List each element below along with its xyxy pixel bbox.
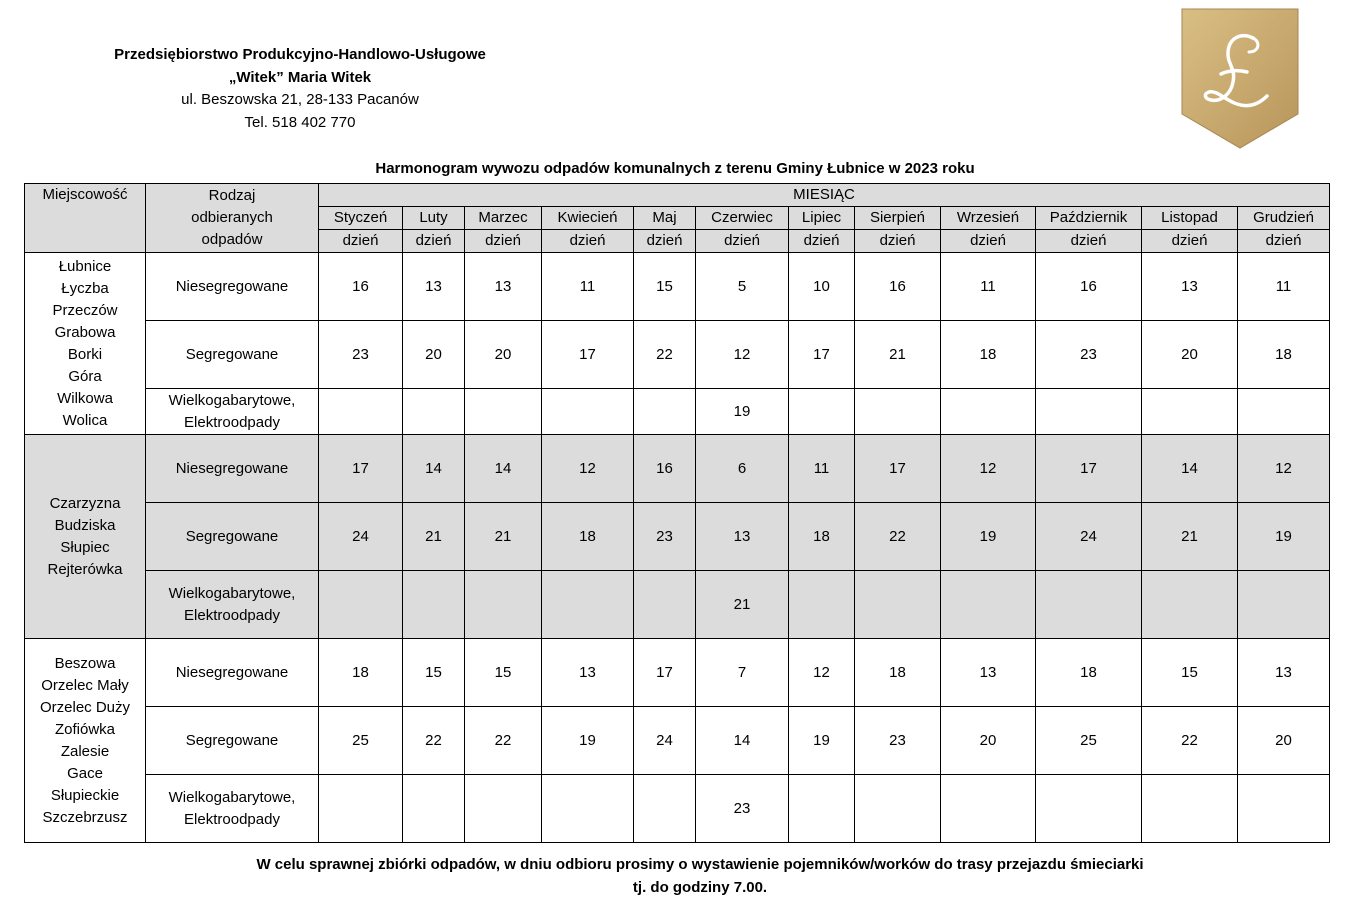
day-cell: 18: [1036, 639, 1142, 707]
schedule-row: [25, 435, 1330, 503]
day-cell: 11: [941, 253, 1036, 321]
location-name: Budziska: [54, 516, 116, 534]
day-cell: [465, 571, 542, 639]
day-cell: [634, 571, 696, 639]
schedule-row: [25, 707, 1330, 775]
footer-note: [24, 853, 1346, 899]
day-cell: 19: [696, 389, 789, 435]
day-cell: 14: [403, 435, 465, 503]
day-header: dzień: [542, 230, 634, 253]
day-cell: 19: [542, 707, 634, 775]
day-cell: [465, 389, 542, 435]
day-cell: 22: [855, 503, 941, 571]
day-cell: 14: [696, 707, 789, 775]
day-cell: [403, 571, 465, 639]
schedule-table: [24, 183, 1330, 843]
location-name: Grabowa: [54, 323, 116, 341]
day-cell: 23: [634, 503, 696, 571]
company-name: Przedsiębiorstwo Produkcyjno-Handlowo-Usługowe: [114, 46, 486, 63]
waste-type-cell: Niesegregowane: [146, 639, 319, 707]
day-cell: 14: [465, 435, 542, 503]
day-cell: 21: [855, 321, 941, 389]
day-header: dzień: [465, 230, 542, 253]
day-cell: [465, 775, 542, 843]
day-cell: [1142, 571, 1238, 639]
location-name: Zalesie: [60, 742, 110, 760]
day-cell: 20: [403, 321, 465, 389]
location-name: Szczebrzusz: [42, 808, 128, 826]
day-cell: [634, 775, 696, 843]
month-header: Listopad: [1142, 207, 1238, 230]
schedule-row: [25, 503, 1330, 571]
day-cell: [1036, 775, 1142, 843]
day-cell: 17: [789, 321, 855, 389]
company-address: ul. Beszowska 21, 28-133 Pacanów: [181, 91, 419, 108]
day-cell: [542, 775, 634, 843]
day-cell: 24: [1036, 503, 1142, 571]
day-cell: 18: [941, 321, 1036, 389]
location-name: Słupieckie: [50, 786, 120, 804]
header-month: MIESIĄC: [319, 184, 1330, 207]
day-cell: 18: [789, 503, 855, 571]
day-cell: 15: [634, 253, 696, 321]
day-cell: 20: [1142, 321, 1238, 389]
month-header: Marzec: [465, 207, 542, 230]
day-cell: 23: [1036, 321, 1142, 389]
company-header: [70, 44, 530, 134]
day-cell: 13: [1142, 253, 1238, 321]
month-header: Październik: [1036, 207, 1142, 230]
day-header: dzień: [319, 230, 403, 253]
day-cell: 22: [465, 707, 542, 775]
schedule-row: [25, 639, 1330, 707]
day-cell: 12: [696, 321, 789, 389]
day-header: dzień: [696, 230, 789, 253]
day-cell: 13: [403, 253, 465, 321]
waste-type-cell: Wielkogabarytowe, Elektroodpady: [146, 389, 319, 435]
waste-type-cell: Segregowane: [146, 503, 319, 571]
day-header: dzień: [1036, 230, 1142, 253]
day-cell: 21: [696, 571, 789, 639]
month-header: Wrzesień: [941, 207, 1036, 230]
day-cell: [855, 571, 941, 639]
schedule-row: [25, 389, 1330, 435]
location-name: Wilkowa: [57, 389, 113, 407]
day-cell: 18: [542, 503, 634, 571]
schedule-title: Harmonogram wywozu odpadów komunalnych z terenu Gminy Łubnice w 2023 roku: [375, 160, 975, 177]
day-cell: [319, 389, 403, 435]
location-cell: [25, 435, 146, 639]
day-cell: 16: [319, 253, 403, 321]
day-cell: 18: [855, 639, 941, 707]
month-header: Grudzień: [1238, 207, 1330, 230]
day-cell: 20: [1238, 707, 1330, 775]
waste-type-cell: Wielkogabarytowe, Elektroodpady: [146, 571, 319, 639]
month-header: Maj: [634, 207, 696, 230]
day-cell: [1142, 389, 1238, 435]
month-header: Sierpień: [855, 207, 941, 230]
day-cell: 16: [634, 435, 696, 503]
day-cell: [855, 775, 941, 843]
waste-type-cell: Segregowane: [146, 321, 319, 389]
waste-type-cell: Niesegregowane: [146, 435, 319, 503]
day-cell: 13: [696, 503, 789, 571]
day-cell: 17: [542, 321, 634, 389]
day-cell: 22: [634, 321, 696, 389]
day-cell: [1238, 389, 1330, 435]
day-cell: 22: [403, 707, 465, 775]
location-name: Góra: [68, 367, 102, 385]
day-cell: [1238, 775, 1330, 843]
schedule-row: [25, 321, 1330, 389]
day-cell: 10: [789, 253, 855, 321]
day-cell: 12: [542, 435, 634, 503]
location-name: Rejterówka: [47, 560, 123, 578]
day-cell: 23: [855, 707, 941, 775]
day-cell: 17: [855, 435, 941, 503]
month-header: Lipiec: [789, 207, 855, 230]
day-cell: [789, 571, 855, 639]
schedule-row: [25, 571, 1330, 639]
day-cell: 20: [465, 321, 542, 389]
day-cell: 20: [941, 707, 1036, 775]
day-cell: 13: [542, 639, 634, 707]
day-cell: 17: [1036, 435, 1142, 503]
day-cell: [789, 389, 855, 435]
day-header: dzień: [634, 230, 696, 253]
day-cell: 17: [634, 639, 696, 707]
day-cell: 24: [634, 707, 696, 775]
day-cell: 7: [696, 639, 789, 707]
waste-type-cell: Segregowane: [146, 707, 319, 775]
schedule-row: [25, 775, 1330, 843]
day-cell: 25: [1036, 707, 1142, 775]
day-cell: 18: [319, 639, 403, 707]
waste-type-cell: Niesegregowane: [146, 253, 319, 321]
waste-type-cell: Wielkogabarytowe, Elektroodpady: [146, 775, 319, 843]
day-cell: 15: [403, 639, 465, 707]
day-cell: 13: [941, 639, 1036, 707]
location-name: Łubnice: [58, 257, 112, 275]
day-cell: 15: [1142, 639, 1238, 707]
location-name: Orzelec Duży: [39, 698, 131, 716]
day-cell: 19: [1238, 503, 1330, 571]
day-header: dzień: [941, 230, 1036, 253]
day-header: dzień: [403, 230, 465, 253]
footer-line-1: W celu sprawnej zbiórki odpadów, w dniu odbioru prosimy o wystawienie pojemników/worków do trasy przejazdu śmieciarki: [256, 856, 1144, 873]
gmina-logo-crest-icon: [1181, 8, 1299, 150]
day-cell: 23: [319, 321, 403, 389]
day-cell: 13: [465, 253, 542, 321]
day-cell: 25: [319, 707, 403, 775]
day-cell: [319, 775, 403, 843]
day-cell: [1036, 571, 1142, 639]
day-header: dzień: [789, 230, 855, 253]
day-cell: [542, 571, 634, 639]
location-name: Łyczba: [61, 279, 109, 297]
day-cell: [319, 571, 403, 639]
day-cell: [542, 389, 634, 435]
location-cell: [25, 639, 146, 843]
location-name: Wolica: [62, 411, 108, 429]
day-cell: 12: [1238, 435, 1330, 503]
day-cell: 11: [789, 435, 855, 503]
day-cell: 12: [789, 639, 855, 707]
day-cell: 13: [1238, 639, 1330, 707]
header-waste-type: Rodzaj odbieranych odpadów: [146, 184, 319, 253]
day-cell: 24: [319, 503, 403, 571]
day-cell: 11: [542, 253, 634, 321]
day-cell: 11: [1238, 253, 1330, 321]
day-cell: [1036, 389, 1142, 435]
day-header: dzień: [855, 230, 941, 253]
day-cell: 16: [855, 253, 941, 321]
day-cell: 5: [696, 253, 789, 321]
location-name: Czarzyzna: [49, 494, 121, 512]
day-cell: 6: [696, 435, 789, 503]
day-cell: [1238, 571, 1330, 639]
schedule-row: [25, 253, 1330, 321]
day-cell: 21: [403, 503, 465, 571]
day-cell: 19: [941, 503, 1036, 571]
day-cell: 15: [465, 639, 542, 707]
day-cell: 19: [789, 707, 855, 775]
company-phone: Tel. 518 402 770: [244, 113, 356, 131]
day-cell: 23: [696, 775, 789, 843]
day-cell: 22: [1142, 707, 1238, 775]
day-cell: 12: [941, 435, 1036, 503]
day-cell: [1142, 775, 1238, 843]
day-header: dzień: [1238, 230, 1330, 253]
day-cell: 21: [1142, 503, 1238, 571]
day-cell: 17: [319, 435, 403, 503]
day-cell: [855, 389, 941, 435]
location-name: Beszowa: [54, 654, 116, 672]
day-cell: 18: [1238, 321, 1330, 389]
month-header: Kwiecień: [542, 207, 634, 230]
location-name: Orzelec Mały: [41, 676, 129, 694]
footer-line-2: tj. do godziny 7.00.: [632, 879, 768, 896]
month-header: Czerwiec: [696, 207, 789, 230]
location-cell: [25, 253, 146, 435]
day-cell: [403, 775, 465, 843]
month-header: Luty: [403, 207, 465, 230]
day-cell: [941, 389, 1036, 435]
month-header: Styczeń: [319, 207, 403, 230]
location-name: Przeczów: [52, 301, 118, 319]
day-cell: [634, 389, 696, 435]
day-cell: [403, 389, 465, 435]
day-cell: [941, 775, 1036, 843]
day-cell: 21: [465, 503, 542, 571]
location-name: Słupiec: [60, 538, 110, 556]
day-cell: [941, 571, 1036, 639]
day-cell: 14: [1142, 435, 1238, 503]
header-location: Miejscowość: [25, 184, 146, 253]
day-header: dzień: [1142, 230, 1238, 253]
day-cell: [789, 775, 855, 843]
company-owner: „Witek” Maria Witek: [228, 68, 372, 86]
location-name: Zofiówka: [54, 720, 116, 738]
day-cell: 16: [1036, 253, 1142, 321]
location-name: Gace: [67, 764, 103, 782]
location-name: Borki: [67, 345, 103, 363]
